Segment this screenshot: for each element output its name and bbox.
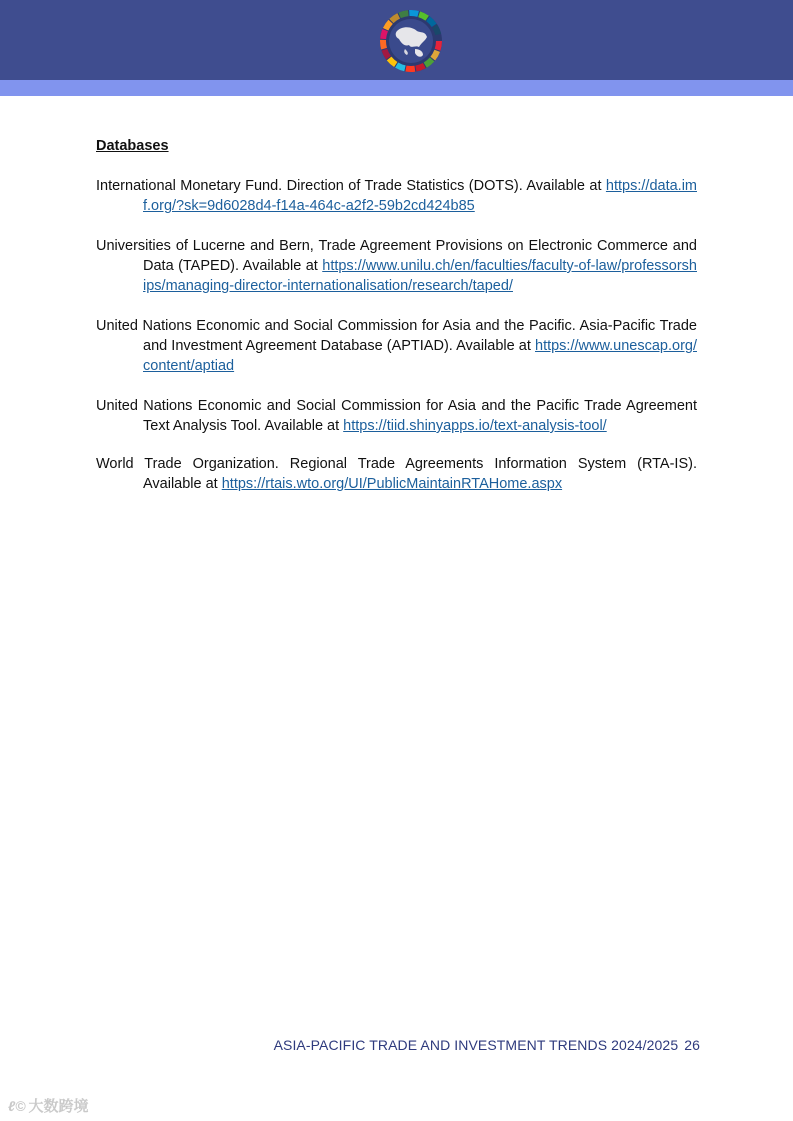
reference-item [96, 454, 697, 494]
reference-link[interactable]: https://www.unescap.org/content/aptiad [143, 338, 697, 374]
reference-item [96, 316, 697, 376]
reference-link[interactable]: https://tiid.shinyapps.io/text-analysis-tool/ [343, 418, 607, 434]
reference-text: United Nations Economic and Social Commission for Asia and the Pacific. Asia-Pacific Trade and Investment Agreement Database (APTIAD). Available at [96, 318, 697, 354]
footer-title: ASIA-PACIFIC TRADE AND INVESTMENT TRENDS 2024/2025 [273, 1037, 679, 1053]
reference-text: International Monetary Fund. Direction of Trade Statistics (DOTS). Available at [96, 178, 606, 194]
page-footer [274, 1037, 700, 1053]
section-heading: Databases [96, 138, 169, 154]
watermark-mark: ℓ© [8, 1097, 26, 1114]
reference-text: Universities of Lucerne and Bern, Trade Agreement Provisions on Electronic Commerce and Data (TAPED). Available at [96, 238, 697, 274]
reference-link[interactable]: https://rtais.wto.org/UI/PublicMaintainRTAHome.aspx [221, 476, 563, 492]
page-number: 26 [684, 1037, 700, 1053]
reference-item [96, 236, 697, 296]
reference-link[interactable]: https://data.imf.org/?sk=9d6028d4-f14a-464c-a2f2-59b2cd424b85 [143, 178, 697, 214]
globe-sdg-wheel-icon [378, 8, 444, 74]
reference-text: World Trade Organization. Regional Trade Agreements Information System (RTA-IS). Available at [96, 456, 697, 492]
references-section [96, 136, 697, 514]
header-accent-stripe [0, 80, 793, 96]
reference-item [96, 396, 697, 436]
reference-text: United Nations Economic and Social Commission for Asia and the Pacific Trade Agreement Text Analysis Tool. Available at [96, 398, 697, 434]
watermark [8, 1095, 89, 1116]
reference-item [96, 176, 697, 216]
reference-link[interactable]: https://www.unilu.ch/en/faculties/faculty-of-law/professorships/managing-director-internationalisation/research/taped/ [143, 258, 697, 294]
watermark-text: 大数跨境 [28, 1098, 89, 1115]
